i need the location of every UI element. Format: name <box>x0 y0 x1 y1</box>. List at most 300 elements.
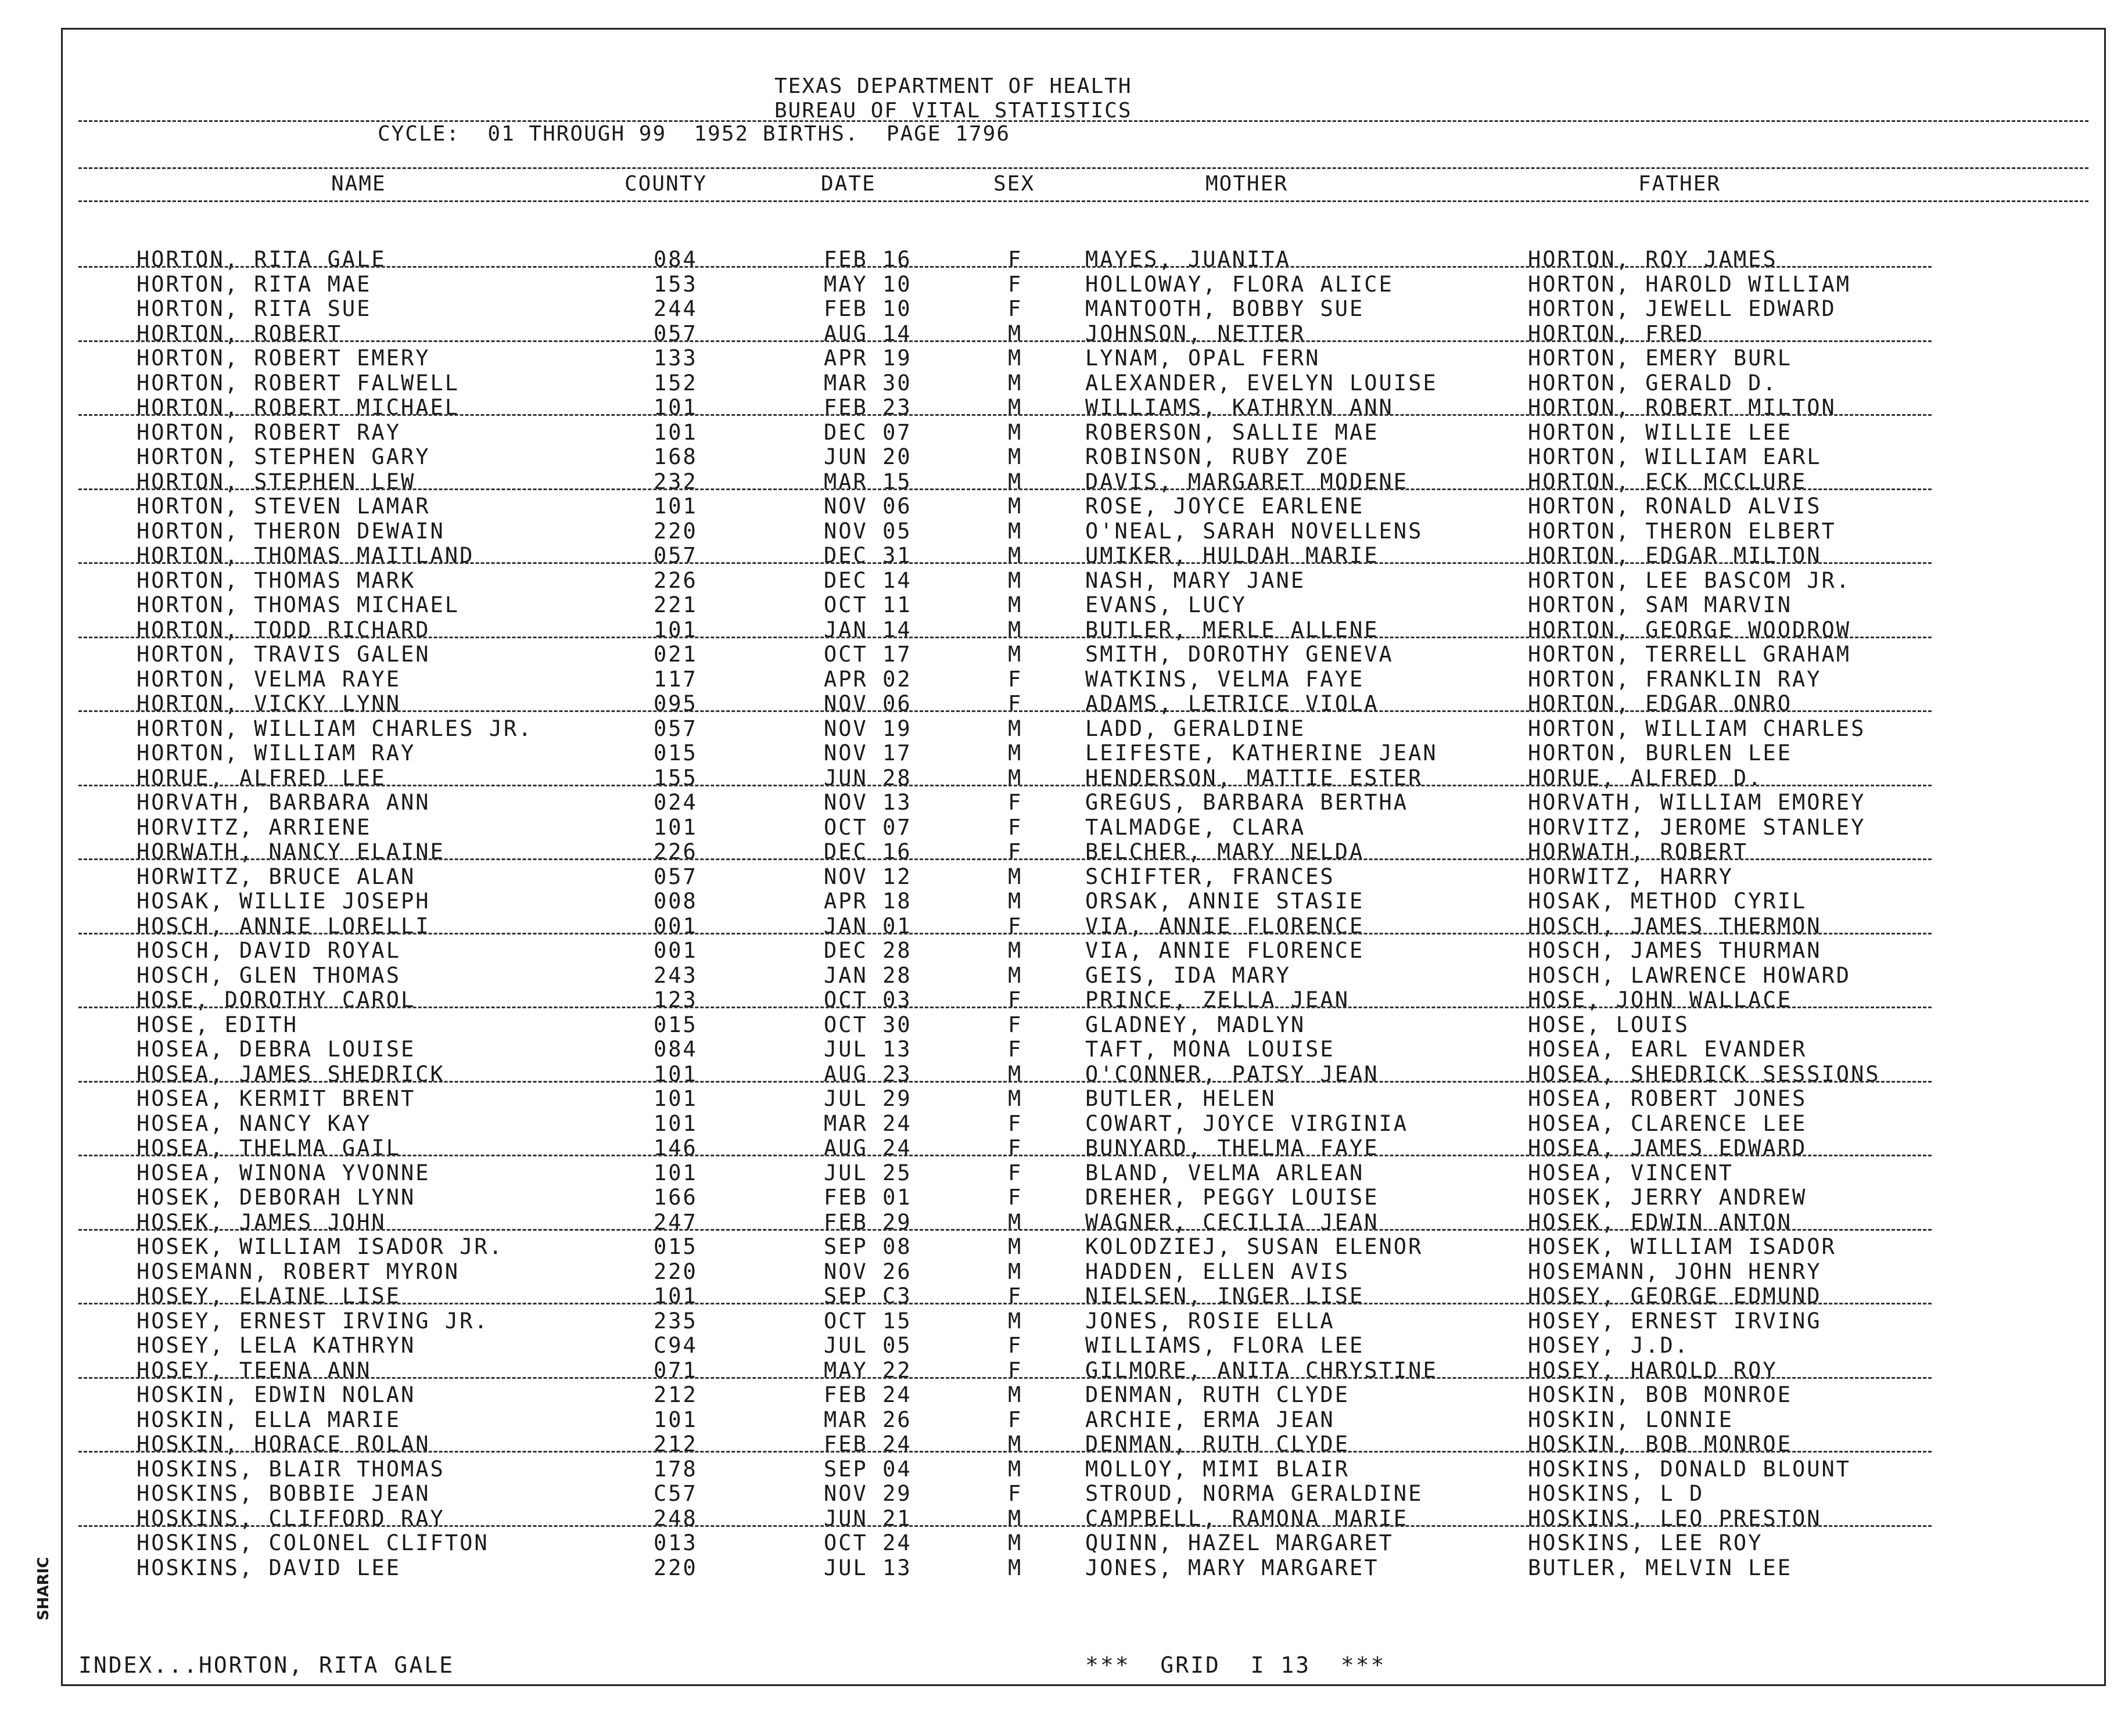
cell-father: HORTON, EMERY BURL <box>1528 346 1792 371</box>
cell-sex: M <box>1008 1061 1023 1087</box>
cell-sex: F <box>1008 1110 1023 1136</box>
cell-name: HOSCH, ANNIE LORELLI <box>137 913 430 939</box>
table-row <box>0 1555 2121 1580</box>
table-row <box>0 1160 2121 1185</box>
cell-name: HOSEK, DEBORAH LYNN <box>137 1185 416 1210</box>
cell-county: 101 <box>654 1061 698 1087</box>
cell-father: HOSEA, EARL EVANDER <box>1528 1037 1807 1062</box>
cell-father: HORTON, GERALD D. <box>1528 370 1778 396</box>
cell-mother: BUTLER, HELEN <box>1085 1086 1276 1111</box>
side-code: SHARIC <box>35 1557 52 1620</box>
cell-father: HOSKINS, DONALD BLOUNT <box>1528 1456 1851 1482</box>
cell-county: 101 <box>654 1110 698 1136</box>
cell-mother: DENMAN, RUTH CLYDE <box>1085 1382 1350 1407</box>
cell-father: HORTON, THERON ELBERT <box>1528 518 1836 544</box>
cell-county: 057 <box>654 321 698 346</box>
cell-county: 015 <box>654 741 698 765</box>
cell-date: OCT 15 <box>824 1308 912 1334</box>
cell-father: HORTON, LEE BASCOM JR. <box>1528 567 1851 593</box>
cell-mother: SMITH, DOROTHY GENEVA <box>1085 642 1394 667</box>
cell-mother: GLADNEY, MADLYN <box>1085 1012 1306 1037</box>
cell-father: HOSAK, METHOD CYRIL <box>1528 889 1807 914</box>
cell-sex: M <box>1008 567 1023 593</box>
cell-sex: M <box>1008 765 1023 790</box>
cell-county: 155 <box>654 765 698 790</box>
cell-father: HOSE, JOHN WALLACE <box>1528 987 1792 1012</box>
table-row <box>0 568 2121 592</box>
cell-mother: GILMORE, ANITA CHRYSTINE <box>1085 1357 1438 1383</box>
cell-father: BUTLER, MELVIN LEE <box>1528 1555 1792 1580</box>
cell-mother: LYNAM, OPAL FERN <box>1085 346 1320 371</box>
cell-father: HORTON, JEWELL EDWARD <box>1528 296 1836 321</box>
cell-sex: M <box>1008 741 1023 765</box>
cell-father: HORTON, WILLIE LEE <box>1528 419 1792 445</box>
cell-date: NOV 13 <box>824 790 912 815</box>
cell-county: 152 <box>654 370 698 396</box>
cell-father: HORTON, WILLIAM CHARLES <box>1528 716 1866 741</box>
cell-county: 015 <box>654 1012 698 1037</box>
cell-sex: M <box>1008 1432 1023 1457</box>
cell-sex: M <box>1008 395 1023 420</box>
cell-father: HORTON, SAM MARVIN <box>1528 592 1792 617</box>
cell-mother: WATKINS, VELMA FAYE <box>1085 666 1365 692</box>
cell-name: HOSKINS, CLIFFORD RAY <box>137 1505 445 1531</box>
cell-sex: M <box>1008 1259 1023 1284</box>
cell-date: DEC 31 <box>824 543 912 568</box>
cell-name: HOSEY, ERNEST IRVING JR. <box>137 1308 489 1334</box>
table-row <box>0 839 2121 864</box>
cell-mother: ORSAK, ANNIE STASIE <box>1085 889 1365 914</box>
cell-date: OCT 24 <box>824 1530 912 1555</box>
cell-sex: M <box>1008 1234 1023 1259</box>
cell-sex: F <box>1008 271 1023 297</box>
cell-date: FEB 10 <box>824 296 912 321</box>
cell-date: AUG 24 <box>824 1135 912 1160</box>
cell-mother: CAMPBELL, RAMONA MARIE <box>1085 1505 1409 1531</box>
cell-mother: DREHER, PEGGY LOUISE <box>1085 1185 1379 1210</box>
cell-mother: HOLLOWAY, FLORA ALICE <box>1085 271 1394 297</box>
cell-father: HOSEA, JAMES EDWARD <box>1528 1135 1807 1160</box>
cell-name: HOSE, DOROTHY CAROL <box>137 987 416 1012</box>
cell-date: JUL 13 <box>824 1037 912 1062</box>
cell-date: SEP 04 <box>824 1456 912 1482</box>
cell-sex: F <box>1008 1357 1023 1383</box>
cell-sex: M <box>1008 1530 1023 1555</box>
cell-county: C94 <box>654 1333 698 1358</box>
table-row <box>0 272 2121 296</box>
cell-father: HORTON, ROBERT MILTON <box>1528 395 1836 420</box>
cell-date: DEC 28 <box>824 938 912 963</box>
cell-sex: F <box>1008 1037 1023 1062</box>
cell-date: JUL 25 <box>824 1160 912 1185</box>
cell-sex: M <box>1008 419 1023 445</box>
cell-sex: M <box>1008 617 1023 642</box>
cell-sex: F <box>1008 666 1023 692</box>
bureau-title: BUREAU OF VITAL STATISTICS <box>774 99 1132 123</box>
cell-name: HORTON, ROBERT <box>137 321 342 346</box>
cell-mother: VIA, ANNIE FLORENCE <box>1085 938 1365 963</box>
cell-sex: M <box>1008 370 1023 396</box>
cell-sex: M <box>1008 469 1023 494</box>
cell-mother: ROBERSON, SALLIE MAE <box>1085 419 1379 445</box>
cell-name: HOSEK, JAMES JOHN <box>137 1209 386 1235</box>
cell-sex: F <box>1008 913 1023 939</box>
table-row <box>0 444 2121 469</box>
cell-date: APR 19 <box>824 346 912 371</box>
cell-county: 101 <box>654 494 698 519</box>
cell-father: HORTON, ROY JAMES <box>1528 247 1778 272</box>
table-row <box>0 296 2121 321</box>
cell-date: AUG 23 <box>824 1061 912 1087</box>
table-row <box>0 1457 2121 1481</box>
cell-county: 123 <box>654 987 698 1012</box>
cell-county: 220 <box>654 1259 698 1284</box>
cell-name: HOSEMANN, ROBERT MYRON <box>137 1259 460 1284</box>
cell-name: HORTON, THOMAS MAITLAND <box>137 543 475 568</box>
cell-county: 057 <box>654 543 698 568</box>
cell-date: MAR 15 <box>824 469 912 494</box>
table-row <box>0 494 2121 518</box>
cell-county: 101 <box>654 419 698 445</box>
cell-name: HOSCH, DAVID ROYAL <box>137 938 401 963</box>
cell-father: HOSEA, CLARENCE LEE <box>1528 1110 1807 1136</box>
cell-sex: F <box>1008 296 1023 321</box>
col-header-date: DATE <box>821 172 876 196</box>
cell-name: HOSKINS, BLAIR THOMAS <box>137 1456 445 1482</box>
cell-mother: ALEXANDER, EVELYN LOUISE <box>1085 370 1438 396</box>
cell-date: NOV 06 <box>824 691 912 716</box>
cell-date: JAN 01 <box>824 913 912 939</box>
cell-father: HOSE, LOUIS <box>1528 1012 1690 1037</box>
cell-mother: NASH, MARY JANE <box>1085 567 1306 593</box>
cell-date: SEP 08 <box>824 1234 912 1259</box>
cell-county: 101 <box>654 617 698 642</box>
cell-sex: M <box>1008 938 1023 963</box>
table-row <box>0 987 2121 1012</box>
table-row <box>0 247 2121 271</box>
cell-date: NOV 06 <box>824 494 912 519</box>
cell-father: HORVATH, WILLIAM EMOREY <box>1528 790 1866 815</box>
cell-sex: M <box>1008 716 1023 741</box>
cell-name: HOSKIN, EDWIN NOLAN <box>137 1382 416 1407</box>
cell-name: HOSEY, LELA KATHRYN <box>137 1333 416 1358</box>
cell-mother: MOLLOY, MIMI BLAIR <box>1085 1456 1350 1482</box>
cell-father: HOSEA, ROBERT JONES <box>1528 1086 1807 1111</box>
cell-sex: M <box>1008 1382 1023 1407</box>
cell-name: HORTON, TRAVIS GALEN <box>137 642 430 667</box>
cell-date: MAY 10 <box>824 271 912 297</box>
cell-father: HORTON, EDGAR MILTON <box>1528 543 1822 568</box>
cell-sex: M <box>1008 962 1023 988</box>
cell-name: HOSCH, GLEN THOMAS <box>137 962 401 988</box>
cell-county: 101 <box>654 395 698 420</box>
table-row <box>0 1432 2121 1456</box>
cell-father: HOSEK, EDWIN ANTON <box>1528 1209 1792 1235</box>
cell-date: OCT 17 <box>824 642 912 667</box>
table-row <box>0 790 2121 814</box>
cell-date: JAN 14 <box>824 617 912 642</box>
cell-father: HORVITZ, JEROME STANLEY <box>1528 814 1866 840</box>
cell-father: HOSKIN, LONNIE <box>1528 1407 1734 1432</box>
cell-father: HORTON, RONALD ALVIS <box>1528 494 1822 519</box>
cell-father: HOSKINS, LEO PRESTON <box>1528 1505 1822 1531</box>
cell-date: JUN 28 <box>824 765 912 790</box>
cell-county: 015 <box>654 1234 698 1259</box>
cell-county: 021 <box>654 642 698 667</box>
cell-name: HOSKINS, BOBBIE JEAN <box>137 1481 430 1506</box>
cell-father: HORTON, EDGAR ONRO <box>1528 691 1792 716</box>
cell-county: 212 <box>654 1432 698 1457</box>
cell-county: 244 <box>654 296 698 321</box>
cell-county: 084 <box>654 1037 698 1062</box>
cell-name: HOSEA, DEBRA LOUISE <box>137 1037 416 1062</box>
table-row <box>0 1382 2121 1407</box>
table-row <box>0 1481 2121 1505</box>
cell-mother: DAVIS, MARGARET MODENE <box>1085 469 1409 494</box>
table-row <box>0 1284 2121 1308</box>
cell-father: HOSCH, JAMES THURMAN <box>1528 938 1822 963</box>
cell-mother: JONES, ROSIE ELLA <box>1085 1308 1335 1334</box>
cell-sex: M <box>1008 592 1023 617</box>
cell-mother: WILLIAMS, KATHRYN ANN <box>1085 395 1394 420</box>
cell-name: HORTON, ROBERT EMERY <box>137 346 430 371</box>
column-header-rule <box>78 200 2088 202</box>
cell-father: HOSKINS, LEE ROY <box>1528 1530 1763 1555</box>
cell-father: HORTON, TERRELL GRAHAM <box>1528 642 1851 667</box>
table-row <box>0 765 2121 790</box>
col-header-mother: MOTHER <box>1205 172 1289 196</box>
cell-mother: BUNYARD, THELMA FAYE <box>1085 1135 1379 1160</box>
cell-sex: M <box>1008 1505 1023 1531</box>
cell-sex: F <box>1008 1407 1023 1432</box>
cell-date: NOV 05 <box>824 518 912 544</box>
cell-name: HOSEY, ELAINE LISE <box>137 1284 401 1309</box>
cell-name: HORTON, THOMAS MICHAEL <box>137 592 460 617</box>
cell-mother: STROUD, NORMA GERALDINE <box>1085 1481 1423 1506</box>
table-row <box>0 346 2121 370</box>
cell-father: HOSEA, SHEDRICK SESSIONS <box>1528 1061 1880 1087</box>
cell-father: HORWITZ, HARRY <box>1528 864 1734 889</box>
cell-date: DEC 07 <box>824 419 912 445</box>
cell-name: HOSKIN, ELLA MARIE <box>137 1407 401 1432</box>
cell-name: HOSEA, JAMES SHEDRICK <box>137 1061 445 1087</box>
cell-name: HORTON, VICKY LYNN <box>137 691 401 716</box>
cell-sex: M <box>1008 889 1023 914</box>
cell-sex: F <box>1008 1185 1023 1210</box>
cell-name: HORTON, ROBERT RAY <box>137 419 401 445</box>
cell-county: 071 <box>654 1357 698 1383</box>
cell-date: FEB 29 <box>824 1209 912 1235</box>
cell-sex: M <box>1008 1555 1023 1580</box>
cell-date: OCT 11 <box>824 592 912 617</box>
cell-date: MAY 22 <box>824 1357 912 1383</box>
cell-mother: GREGUS, BARBARA BERTHA <box>1085 790 1409 815</box>
table-row <box>0 642 2121 666</box>
cell-mother: BLAND, VELMA ARLEAN <box>1085 1160 1365 1185</box>
cell-name: HORTON, THOMAS MARK <box>137 567 416 593</box>
cell-mother: O'CONNER, PATSY JEAN <box>1085 1061 1379 1087</box>
cell-sex: M <box>1008 642 1023 667</box>
table-row <box>0 914 2121 938</box>
cell-date: MAR 26 <box>824 1407 912 1432</box>
cell-mother: VIA, ANNIE FLORENCE <box>1085 913 1365 939</box>
cell-mother: DENMAN, RUTH CLYDE <box>1085 1432 1350 1457</box>
cell-mother: COWART, JOYCE VIRGINIA <box>1085 1110 1409 1136</box>
cell-sex: M <box>1008 444 1023 469</box>
table-row <box>0 1234 2121 1259</box>
cell-father: HOSEK, WILLIAM ISADOR <box>1528 1234 1836 1259</box>
cell-county: 232 <box>654 469 698 494</box>
cell-mother: BUTLER, MERLE ALLENE <box>1085 617 1379 642</box>
cell-name: HORVITZ, ARRIENE <box>137 814 372 840</box>
cell-county: 013 <box>654 1530 698 1555</box>
grid-footer: *** GRID I 13 *** <box>1085 1652 1386 1678</box>
cell-mother: NIELSEN, INGER LISE <box>1085 1284 1365 1309</box>
cell-name: HOSE, EDITH <box>137 1012 299 1037</box>
cell-father: HORTON, FRED <box>1528 321 1704 346</box>
cell-name: HORWITZ, BRUCE ALAN <box>137 864 416 889</box>
cell-name: HOSEY, TEENA ANN <box>137 1357 372 1383</box>
cell-county: 247 <box>654 1209 698 1235</box>
cell-sex: M <box>1008 518 1023 544</box>
cell-sex: M <box>1008 1086 1023 1111</box>
table-row <box>0 1358 2121 1382</box>
cell-date: OCT 30 <box>824 1012 912 1037</box>
table-row <box>0 691 2121 716</box>
cell-mother: HENDERSON, MATTIE ESTER <box>1085 765 1423 790</box>
table-row <box>0 617 2121 642</box>
cell-county: 101 <box>654 1407 698 1432</box>
cell-mother: EVANS, LUCY <box>1085 592 1247 617</box>
cell-date: JUN 20 <box>824 444 912 469</box>
cell-date: FEB 16 <box>824 247 912 272</box>
cell-county: 057 <box>654 716 698 741</box>
cell-name: HORTON, STEVEN LAMAR <box>137 494 430 519</box>
cell-sex: F <box>1008 839 1023 864</box>
table-row <box>0 741 2121 765</box>
cell-father: HORTON, GEORGE WOODROW <box>1528 617 1851 642</box>
table-row <box>0 371 2121 395</box>
cell-sex: M <box>1008 321 1023 346</box>
cell-mother: UMIKER, HULDAH MARIE <box>1085 543 1379 568</box>
table-row <box>0 543 2121 567</box>
cell-mother: HADDEN, ELLEN AVIS <box>1085 1259 1350 1284</box>
table-row <box>0 1111 2121 1135</box>
cell-county: 101 <box>654 814 698 840</box>
cell-county: 166 <box>654 1185 698 1210</box>
cell-sex: F <box>1008 1135 1023 1160</box>
cell-mother: JONES, MARY MARGARET <box>1085 1555 1379 1580</box>
cell-name: HORTON, VELMA RAYE <box>137 666 401 692</box>
cell-county: 178 <box>654 1456 698 1482</box>
cell-date: FEB 01 <box>824 1185 912 1210</box>
cell-name: HOSEA, THELMA GAIL <box>137 1135 401 1160</box>
cell-date: SEP C3 <box>824 1284 912 1309</box>
cell-sex: M <box>1008 1308 1023 1334</box>
table-row <box>0 938 2121 962</box>
cell-father: HOSEA, VINCENT <box>1528 1160 1734 1185</box>
cell-mother: MANTOOTH, BOBBY SUE <box>1085 296 1365 321</box>
col-header-name: NAME <box>331 172 386 196</box>
table-row <box>0 469 2121 494</box>
cell-date: DEC 16 <box>824 839 912 864</box>
cell-father: HORTON, HAROLD WILLIAM <box>1528 271 1851 297</box>
cell-father: HOSKINS, L D <box>1528 1481 1704 1506</box>
cell-county: 220 <box>654 518 698 544</box>
cell-name: HORTON, RITA SUE <box>137 296 372 321</box>
cell-name: HORWATH, NANCY ELAINE <box>137 839 445 864</box>
cell-sex: F <box>1008 691 1023 716</box>
cell-mother: GEIS, IDA MARY <box>1085 962 1291 988</box>
table-row <box>0 1086 2121 1110</box>
cell-mother: JOHNSON, NETTER <box>1085 321 1306 346</box>
cell-county: 226 <box>654 839 698 864</box>
cell-name: HORTON, THERON DEWAIN <box>137 518 445 544</box>
table-row <box>0 864 2121 889</box>
cell-date: JAN 28 <box>824 962 912 988</box>
table-row <box>0 1037 2121 1061</box>
cell-sex: F <box>1008 790 1023 815</box>
cell-county: 153 <box>654 271 698 297</box>
cell-name: HOSEA, NANCY KAY <box>137 1110 372 1136</box>
cell-father: HOSEY, HAROLD ROY <box>1528 1357 1778 1383</box>
cell-county: 168 <box>654 444 698 469</box>
table-row <box>0 889 2121 913</box>
cell-father: HORTON, FRANKLIN RAY <box>1528 666 1822 692</box>
cell-name: HOSAK, WILLIE JOSEPH <box>137 889 430 914</box>
col-header-county: COUNTY <box>625 172 708 196</box>
cell-mother: TAFT, MONA LOUISE <box>1085 1037 1335 1062</box>
cell-date: NOV 19 <box>824 716 912 741</box>
cell-date: MAR 30 <box>824 370 912 396</box>
cell-father: HORTON, BURLEN LEE <box>1528 741 1792 765</box>
table-row <box>0 395 2121 419</box>
cell-sex: M <box>1008 864 1023 889</box>
cell-sex: F <box>1008 1333 1023 1358</box>
cell-county: 001 <box>654 938 698 963</box>
table-row <box>0 1062 2121 1086</box>
cell-name: HORTON, ROBERT FALWELL <box>137 370 460 396</box>
cell-name: HOSKINS, COLONEL CLIFTON <box>137 1530 489 1555</box>
cell-sex: F <box>1008 247 1023 272</box>
cell-county: 101 <box>654 1284 698 1309</box>
cell-mother: TALMADGE, CLARA <box>1085 814 1306 840</box>
cell-county: 095 <box>654 691 698 716</box>
cell-mother: KOLODZIEJ, SUSAN ELENOR <box>1085 1234 1423 1259</box>
cell-county: 024 <box>654 790 698 815</box>
cell-sex: M <box>1008 1209 1023 1235</box>
cell-father: HORUE, ALFRED D. <box>1528 765 1763 790</box>
cell-father: HOSKIN, BOB MONROE <box>1528 1432 1792 1457</box>
cell-name: HOSKIN, HORACE ROLAN <box>137 1432 430 1457</box>
cell-mother: QUINN, HAZEL MARGARET <box>1085 1530 1394 1555</box>
table-row <box>0 420 2121 444</box>
table-row <box>0 519 2121 543</box>
col-header-father: FATHER <box>1638 172 1721 196</box>
cell-mother: MAYES, JUANITA <box>1085 247 1291 272</box>
cell-mother: O'NEAL, SARAH NOVELLENS <box>1085 518 1423 544</box>
cell-sex: M <box>1008 346 1023 371</box>
cell-sex: F <box>1008 987 1023 1012</box>
header-rule-2 <box>78 167 2088 169</box>
cell-mother: WILLIAMS, FLORA LEE <box>1085 1333 1365 1358</box>
cell-name: HORTON, RITA GALE <box>137 247 386 272</box>
table-row <box>0 1506 2121 1530</box>
cell-name: HORTON, STEPHEN LEW <box>137 469 416 494</box>
table-row <box>0 963 2121 987</box>
cell-sex: F <box>1008 1160 1023 1185</box>
cell-father: HOSCH, LAWRENCE HOWARD <box>1528 962 1851 988</box>
